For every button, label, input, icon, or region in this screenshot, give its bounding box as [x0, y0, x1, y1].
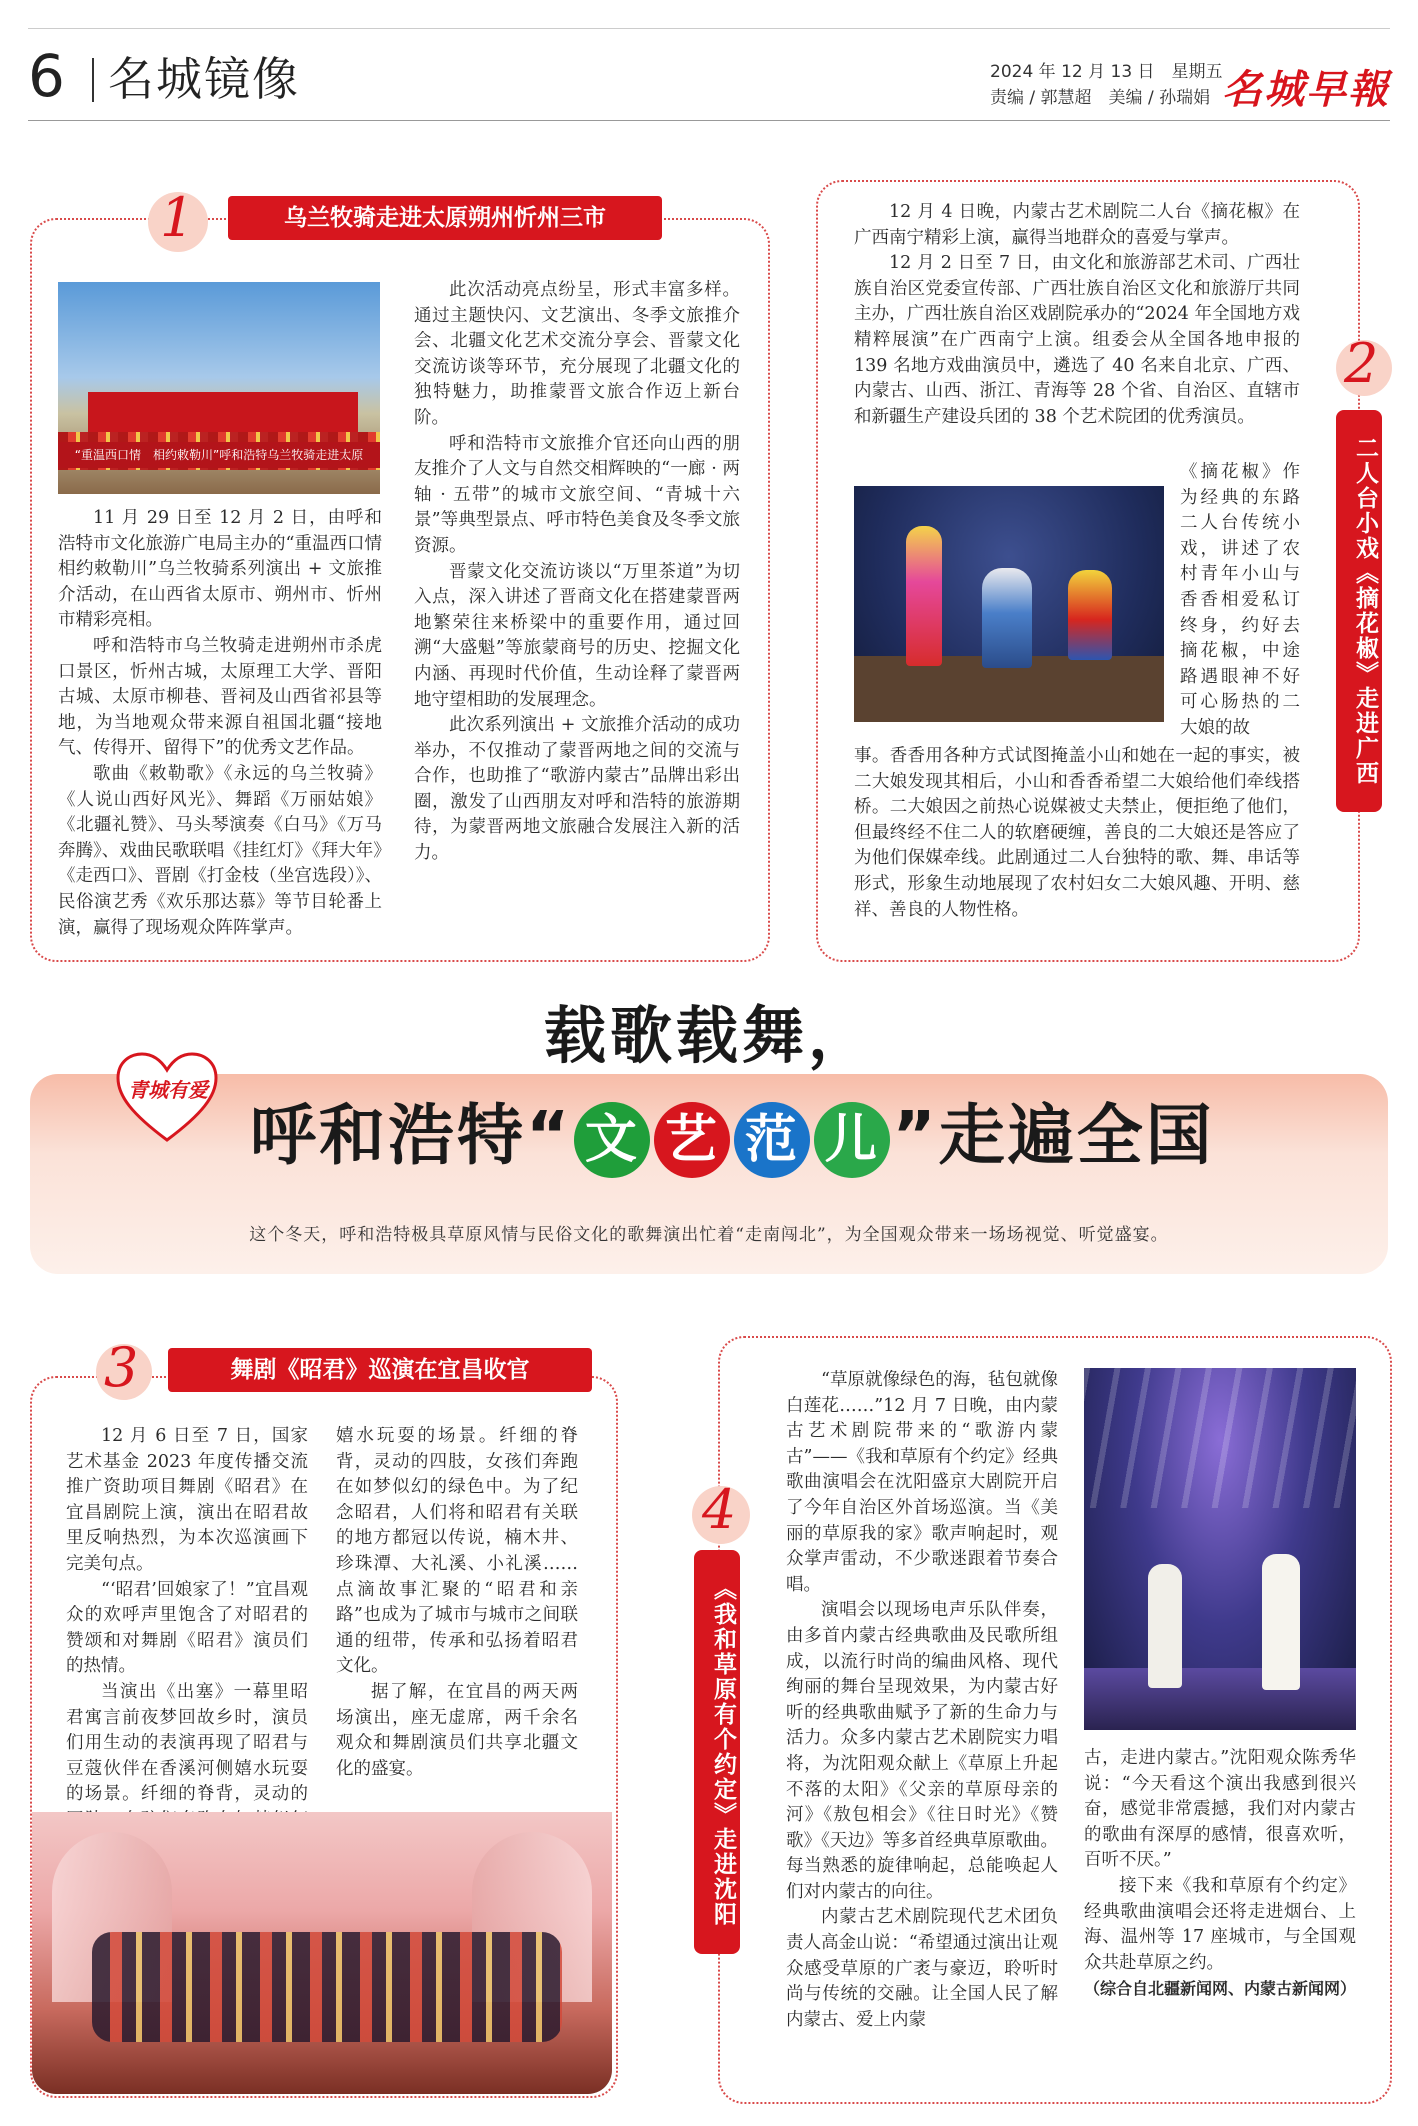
photo-banner-text: “重温西口情 相约敕勒川”呼和浩特乌兰牧骑走进太原 [58, 442, 380, 468]
paragraph: 11 月 29 日至 12 月 2 日，由呼和浩特市文化旅游广电局主办的“重温西口情 相约敕勒川”乌兰牧骑系列演出 + 文旅推介活动，在山西省太原市、朔州市、忻州市精彩亮相。 [58, 508, 382, 631]
paragraph: 呼和浩特市乌兰牧骑走进朔州市杀虎口景区，忻州古城，太原理工大学、晋阳古城、太原市柳巷、晋祠及山西省祁县等地，为当地观众带来源自祖国北疆“接地气、传得开、留得下”的优秀文艺作品。 [58, 635, 382, 759]
performer-3 [1068, 570, 1112, 660]
singer-1 [1148, 1564, 1182, 1688]
stage-backdrop [88, 392, 358, 432]
section-title: 名城镜像 [108, 52, 300, 106]
feature-headline-line-1: 载歌载舞， [543, 999, 874, 1072]
story-1-title: 乌兰牧骑走进太原朔州忻州三市 [228, 196, 662, 240]
paragraph: 此次活动亮点纷呈，形式丰富多样。通过主题快闪、文艺演出、冬季文旅推介会、北疆文化艺术交流分享会、晋蒙文化交流访谈等环节，充分展现了北疆文化的独特魅力，助推蒙晋文旅合作迈上新台阶。 [414, 280, 740, 428]
paragraph: 《摘花椒》作为经典的东路二人台传统小戏，讲述了农村青年小山与香香相爱私订终身，约好去摘花椒，中途路遇眼神不好可心肠热的二大娘的故 [1180, 462, 1300, 738]
story-3-column-2 [336, 1424, 578, 1782]
story-1-number: 1 [160, 186, 195, 249]
headline-char-yi: 艺 [654, 1102, 730, 1178]
story-1-column-2 [414, 278, 740, 867]
paragraph: 12 月 2 日至 7 日，由文化和旅游部艺术司、广西壮族自治区党委宣传部、广西壮族自治区文化和旅游厅共同主办，广西壮族自治区戏剧院承办的“2024 年全国地方戏精粹展演”在广西南宁上演。组委会从全国各地申报的 139 名地方戏曲演员中，遴选了 40 名来自北京、广西、内蒙古、山西、浙江、青海等 28 个省、自治区、直辖市和新疆生产建设兵团的 38 个艺术院团的优秀演员。 [854, 253, 1300, 427]
stage-floor [1084, 1668, 1356, 1730]
performer-1 [906, 526, 942, 666]
story-2-number: 2 [1344, 332, 1379, 395]
story-4-photo [1084, 1368, 1356, 1730]
singer-2 [1262, 1554, 1300, 1690]
paragraph: 呼和浩特市文旅推介官还向山西的朋友推介了人文与自然交相辉映的“一廊 · 两轴 · 五带”的城市文旅空间、“青城十六景”等典型景点、呼市特色美食及冬季文旅资源。 [414, 433, 740, 556]
stage-lights [1084, 1368, 1356, 1508]
paragraph: 内蒙古艺术剧院现代艺术团负责人高金山说：“希望通过演出让观众感受草原的广袤与豪迈，聆听时尚与传统的交融。让全国人民了解内蒙古、爱上内蒙 [786, 1907, 1058, 2030]
feature-headline-line-2 [250, 1096, 1215, 1178]
paragraph: “‘昭君’回娘家了！”宜昌观众的欢呼声里饱含了对昭君的赞颂和对舞剧《昭君》演员们的热情。 [66, 1579, 308, 1677]
source-credit: （综合自北疆新闻网、内蒙古新闻网） [1084, 1979, 1357, 1999]
paragraph: “草原就像绿色的海，毡包就像白莲花……”12 月 7 日晚，由内蒙古艺术剧院带来的“歌游内蒙古”——《我和草原有个约定》经典歌曲演唱会在沈阳盛京大剧院开启了今年自治区外首场巡演。当《美丽的草原我的家》歌声响起时，观众掌声雷动，不少歌迷跟着节奏合唱。 [786, 1370, 1058, 1595]
story-2-photo [854, 486, 1164, 722]
headline-suffix: ”走遍全国 [892, 1097, 1215, 1174]
header-rule [28, 120, 1390, 121]
story-4-number: 4 [702, 1478, 737, 1541]
story-3-photo [32, 1812, 612, 2094]
headline-prefix: 呼和浩特“ [250, 1097, 573, 1174]
story-3-column-1 [66, 1424, 308, 1805]
top-rule [28, 28, 1390, 29]
newspaper-logo: 名城早報 [1222, 66, 1390, 113]
paragraph: 12 月 4 日晚，内蒙古艺术剧院二人台《摘花椒》在广西南宁精彩上演，赢得当地群众的喜爱与掌声。 [854, 202, 1300, 248]
issue-date: 2024 年 12 月 13 日 星期五 [990, 62, 1223, 82]
headline-char-er: 儿 [814, 1102, 890, 1178]
feature-badge: 青城有爱 [128, 1078, 208, 1102]
feature-lead: 这个冬天，呼和浩特极具草原风情与民俗文化的歌舞演出忙着“走南闯北”，为全国观众带来一场场视觉、听觉盛宴。 [249, 1225, 1169, 1245]
paragraph: 歌曲《敕勒歌》《永远的乌兰牧骑》《人说山西好风光》、舞蹈《万丽姑娘》《北疆礼赞》、马头琴演奏《白马》《万马奔腾》、戏曲民歌联唱《挂红灯》《拜大年》《走西口》、晋剧《打金枝（坐宫选段）》、民俗演艺秀《欢乐那达慕》等节目轮番上演，赢得了现场观众阵阵掌声。 [58, 763, 382, 938]
paragraph: 晋蒙文化交流访谈以“万里茶道”为切入点，深入讲述了晋商文化在搭建蒙晋两地繁荣往来桥梁中的重要作用，通过回溯“大盛魁”等旅蒙商号的历史、挖掘文化内涵、再现时代价值，生动诠释了蒙晋两地守望相助的发展理念。 [414, 561, 740, 710]
header-divider [92, 58, 94, 102]
story-2-title: 二人台小戏《摘花椒》走进广西 [1336, 410, 1382, 812]
paragraph: 据了解，在宜昌的两天两场演出，座无虚席，两千余名观众和舞剧演员们共享北疆文化的盛宴。 [336, 1681, 578, 1779]
paragraph: 嬉水玩耍的场景。纤细的脊背，灵动的四肢，女孩们奔跑在如梦似幻的绿色中。为了纪念昭君，人们将和昭君有关联的地方都冠以传说，楠木井、珍珠潭、大礼溪、小礼溪……点滴故事汇聚的“昭君和亲路”也成为了城市与城市之间联通的纽带，传承和弘扬着昭君文化。 [336, 1426, 578, 1677]
story-1-column-1 [58, 506, 382, 941]
story-4-title: 《我和草原有个约定》走进沈阳 [694, 1550, 740, 1954]
paragraph: 事。香香用各种方式试图掩盖小山和她在一起的事实，被二大娘发现其相后，小山和香香希望二大娘给他们牵线搭桥。二大娘因之前热心说媒被丈夫禁止，便拒绝了他们，但最终经不住二人的软磨硬缠，善良的二大娘还是答应了为他们保媒牵线。此剧通过二人台独特的歌、舞、串话等形式，形象生动地展现了农村妇女二大娘风趣、开明、慈祥、善良的人物性格。 [854, 746, 1300, 920]
story-2-column-bottom [854, 744, 1300, 923]
story-1-photo [58, 282, 380, 494]
headline-char-wen: 文 [574, 1102, 650, 1178]
editors: 责编 / 郭慧超 美编 / 孙瑞娟 [990, 88, 1211, 108]
dancers [92, 1932, 562, 2042]
performer-2 [982, 568, 1032, 668]
paragraph: 接下来《我和草原有个约定》经典歌曲演唱会还将走进烟台、上海、温州等 17 座城市，与全国观众共赴草原之约。 [1084, 1875, 1356, 1973]
paragraph: 此次系列演出 + 文旅推介活动的成功举办，不仅推动了蒙晋两地之间的交流与合作，也助推了“歌游内蒙古”品牌出彩出圈，激发了山西朋友对呼和浩特的旅游期待，为蒙晋两地文旅融合发展注入新的活力。 [414, 715, 740, 864]
story-2-column-top [854, 200, 1300, 430]
paragraph: 当演出《出塞》一幕里昭君寓言前夜梦回故乡时，演员们用生动的表演再现了昭君与豆蔻伙伴在香溪河侧嬉水玩耍的场景。纤细的脊背，灵动的 [66, 1681, 308, 1805]
headline-char-fan: 范 [734, 1102, 810, 1178]
paragraph: 古，走进内蒙古。”沈阳观众陈秀华说：“今天看这个演出我感到很兴奋，感觉非常震撼，我们对内蒙古的歌曲有深厚的感情，很喜欢听，百听不厌。” [1084, 1748, 1356, 1871]
story-4-column-1 [786, 1368, 1058, 2084]
story-3-title: 舞剧《昭君》巡演在宜昌收官 [168, 1348, 592, 1392]
story-3-number: 3 [104, 1336, 139, 1399]
story-4-column-2 [1084, 1746, 1356, 2002]
paragraph: 演唱会以现场电声乐队伴奏，由多首内蒙古经典歌曲及民歌所组成，以流行时尚的编曲风格、现代绚丽的舞台呈现效果，为内蒙古好听的经典歌曲赋予了新的生命力与活力。众多内蒙古艺术剧院实力唱将，为沈阳观众献上《草原上升起不落的太阳》《父亲的草原母亲的河》《敖包相会》《往日时光》《赞歌》《天边》等多首经典草原歌曲。每当熟悉的旋律响起，总能唤起人们对内蒙古的向往。 [786, 1600, 1058, 1902]
story-2-side-column [1180, 460, 1300, 742]
page-number: 6 [28, 42, 65, 110]
paragraph: 12 月 6 日至 7 日，国家艺术基金 2023 年度传播交流推广资助项目舞剧《昭君》在宜昌剧院上演，演出在昭君故里反响热烈，为本次巡演画下完美句点。 [66, 1426, 308, 1574]
